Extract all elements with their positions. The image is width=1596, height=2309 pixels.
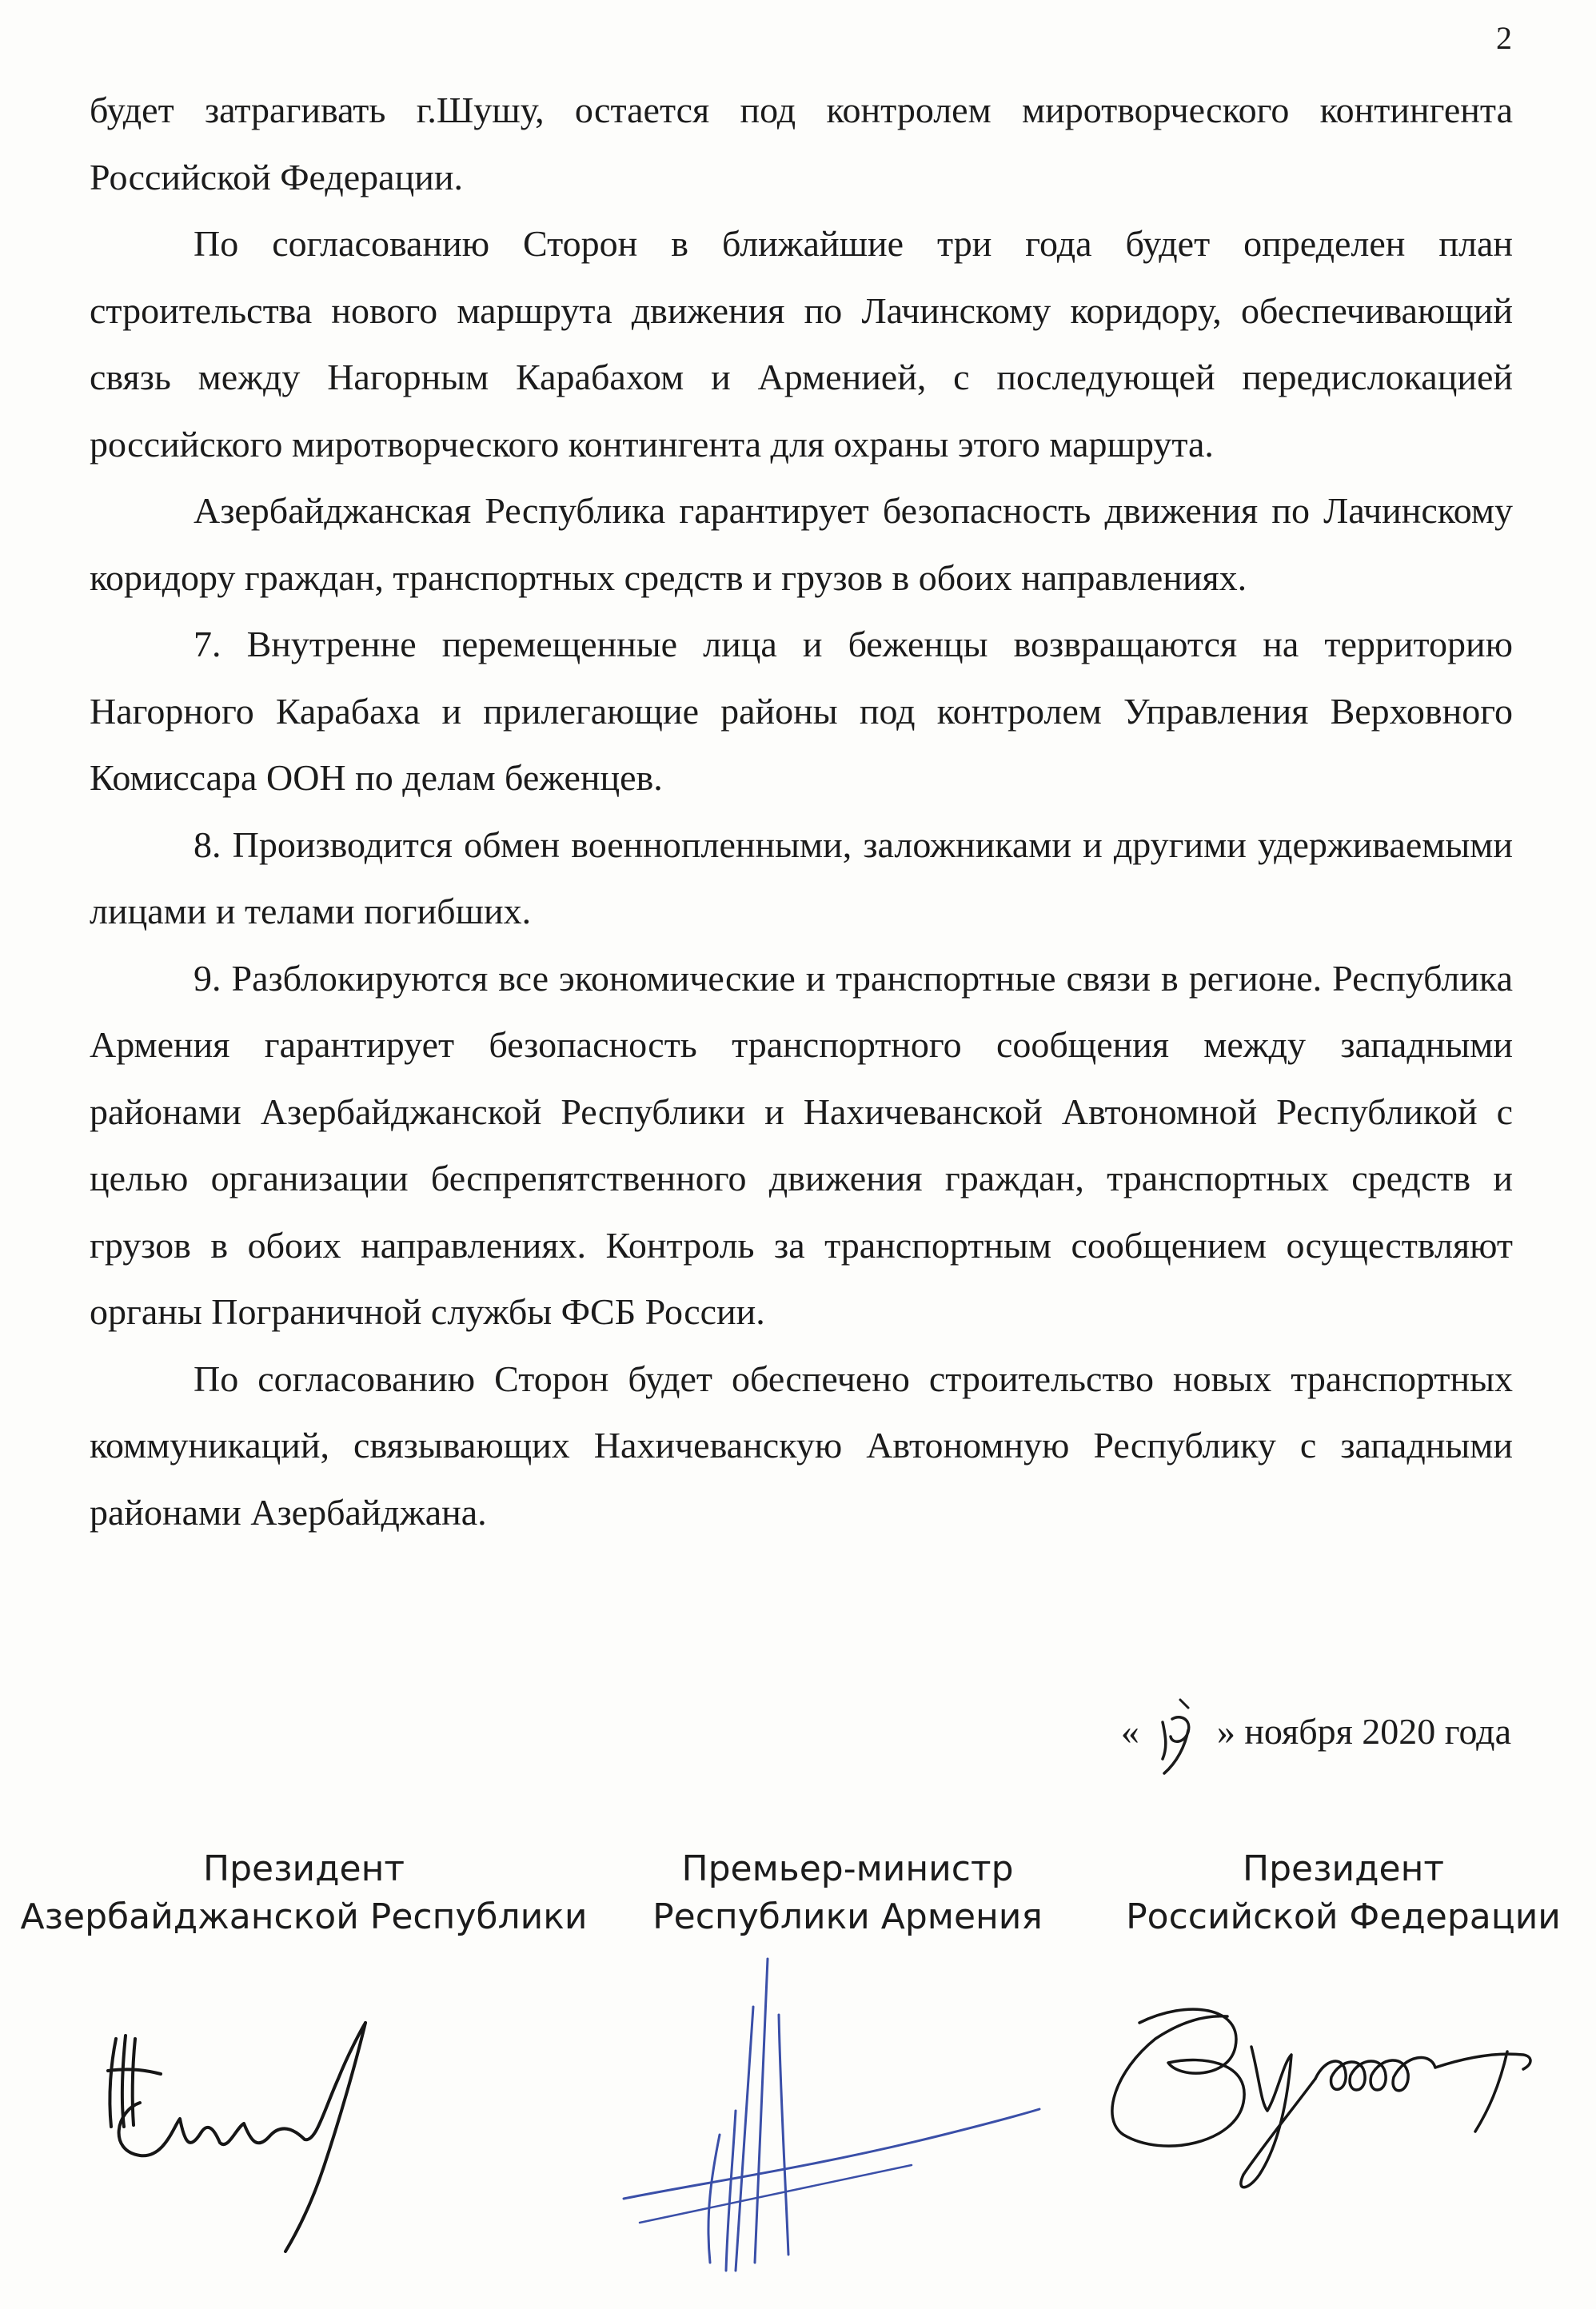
signatory-country: Азербайджанской Республики bbox=[20, 1896, 588, 1937]
signatory-country: Республики Армения bbox=[652, 1896, 1043, 1937]
handwritten-day-mark bbox=[1148, 1695, 1207, 1775]
signatory-title: Президент bbox=[1243, 1848, 1444, 1889]
signatory-armenia bbox=[624, 1845, 1071, 1941]
document-body bbox=[90, 77, 1513, 1545]
signatory-country: Российской Федерации bbox=[1126, 1896, 1561, 1937]
signature-armenia-prime-minister bbox=[608, 1935, 1055, 2287]
paragraph-clause-7-refugees: 7. Внутренне перемещенные лица и беженцы возвращаются на территорию Нагорного Карабаха и прилегающие районы под контролем Управления Верховного Комиссара ООН по делам беженцев. bbox=[90, 624, 1513, 798]
handwritten-day bbox=[1148, 1711, 1207, 1759]
signature-azerbaijan-president bbox=[84, 1991, 420, 2263]
signatory-title: Премьер-министр bbox=[681, 1848, 1014, 1889]
paragraph-lachin-security-guarantee: Азербайджанская Республика гарантирует безопасность движения по Лачинскому коридору граждан, транспортных средств и грузов в обоих направлениях. bbox=[90, 490, 1513, 598]
paragraph-lachin-new-route: По согласованию Сторон в ближайшие три года будет определен план строительства нового маршрута движения по Лачинскому коридору, обеспечивающий связь между Нагорным Карабахом и Арменией, с последующей передислокацией российского миротворческого контингента для охраны этого маршрута. bbox=[90, 223, 1513, 465]
date-month-year: ноября 2020 года bbox=[1244, 1711, 1511, 1752]
date-open-quote: « bbox=[1120, 1711, 1139, 1752]
paragraph-clause-9-transport-links: 9. Разблокируются все экономические и транспортные связи в регионе. Республика Армения гарантирует безопасность транспортного сообщения между западными районами Азербайджанской Республики и Нахичеванской Автономной Республикой с целью организации беспрепятственного движения граждан, транспортных средств и грузов в обоих направлениях. Контроль за транспортным сообщением осуществляют органы Пограничной службы ФСБ России. bbox=[90, 957, 1513, 1332]
page-number: 2 bbox=[1496, 20, 1512, 56]
signatory-russia bbox=[1111, 1845, 1575, 1941]
signatory-title: Президент bbox=[203, 1848, 405, 1889]
paragraph-shusha-continuation: будет затрагивать г.Шушу, остается под контролем миротворческого контингента Российской Федерации. bbox=[90, 90, 1513, 197]
paragraph-new-communications: По согласованию Сторон будет обеспечено строительство новых транспортных коммуникаций, связывающих Нахичеванскую Автономную Республику с западными районами Азербайджана. bbox=[90, 1358, 1513, 1533]
signature-russia-president bbox=[1091, 1975, 1571, 2215]
signatory-azerbaijan bbox=[16, 1845, 592, 1941]
date-close-quote: » bbox=[1216, 1711, 1235, 1752]
signing-date bbox=[1121, 1708, 1511, 1759]
paragraph-clause-8-prisoner-exchange: 8. Производится обмен военнопленными, заложниками и другими удерживаемыми лицами и телами погибших. bbox=[90, 824, 1513, 931]
